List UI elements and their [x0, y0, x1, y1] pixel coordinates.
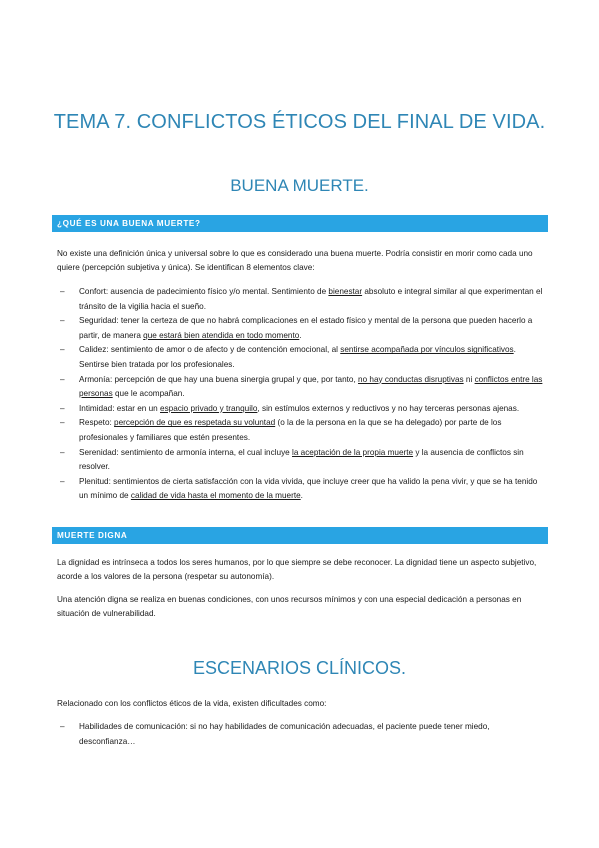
key-elements-list: [57, 285, 547, 504]
section-bar-muerte-digna: MUERTE DIGNA: [52, 527, 548, 544]
intro-paragraph: No existe una definición única y universal sobre lo que es considerado una buena muerte. Podría consistir en morir como cada uno quiere (percepción subjetiva y única). Se identifican 8 elementos clave:: [57, 249, 533, 273]
dash-bullet: –: [60, 447, 65, 457]
section-bar-que-es: ¿QUÉ ES UNA BUENA MUERTE?: [52, 215, 548, 232]
list-item: – Habilidades de comunicación: si no hay habilidades de comunicación adecuadas, el paciente puede tener miedo, desconfianza…: [60, 722, 490, 746]
section-heading-buena-muerte: BUENA MUERTE.: [230, 176, 369, 195]
dignity-paragraph: La dignidad es intrínseca a todos los seres humanos, por lo que siempre se debe reconocer. La dignidad tiene un aspecto subjetivo, acorde a los valores de la persona (respetar su autonomía).: [57, 558, 537, 582]
dash-bullet: –: [60, 722, 65, 731]
list-item: – Seguridad: tener la certeza de que no habrá complicaciones en el estado físico y mental de la persona que pueden hacerlo a partir, de manera que estará bien atendida en todo momento.: [60, 316, 533, 340]
section-heading-escenarios: ESCENARIOS CLÍNICOS.: [192, 658, 407, 678]
list-item: – Intimidad: estar en un espacio privado y tranquilo, sin estímulos externos y reductivos y no hay terceras personas ajenas.: [57, 402, 547, 417]
list-item: – Confort: ausencia de padecimiento físico y/o mental. Sentimiento de bienestar absoluto e integral similar al que experimentan el tránsito de la vigilia hacia el sueño.: [60, 287, 543, 311]
dash-bullet: –: [60, 316, 65, 326]
dash-bullet: –: [60, 418, 65, 428]
dash-bullet: –: [60, 345, 65, 355]
dash-bullet: –: [60, 476, 65, 486]
list-item: – Plenitud: sentimientos de cierta satisfacción con la vida vivida, que incluye creer que ha valido la pena vivir, y que se ha tenido un mínimo de calidad de vida hasta el momento de la muerte.: [60, 476, 538, 501]
scenarios-intro: Relacionado con los conflictos éticos de la vida, existen dificultades como:: [57, 699, 327, 708]
list-item: – Serenidad: sentimiento de armonía interna, el cual incluye la aceptación de la propia muerte y la ausencia de conflictos sin resolver.: [60, 447, 524, 472]
dash-bullet: –: [60, 374, 65, 384]
list-item: – Armonía: percepción de que hay una buena sinergia grupal y que, por tanto, no hay conductas disruptivas ni conflictos entre las personas que le acompañan.: [60, 374, 543, 399]
list-item: – Calidez: sentimiento de amor o de afecto y de contención emocional, al sentirse acompañada por vínculos significativos. Sentirse bien tratada por los profesionales.: [60, 345, 516, 369]
care-paragraph: Una atención digna se realiza en buenas condiciones, con unos recursos mínimos y con una especial dedicación a personas en situación de vulnerabilidad.: [57, 595, 522, 619]
dash-bullet: –: [60, 287, 65, 296]
list-item: – Respeto: percepción de que es respetada su voluntad (o la de la persona en la que se ha delegado) por parte de los profesionales y familiares que estén presentes.: [60, 418, 502, 442]
scenarios-list: [57, 720, 547, 749]
document-title: TEMA 7. CONFLICTOS ÉTICOS DEL FINAL DE VIDA.: [53, 111, 546, 133]
dash-bullet: –: [60, 403, 65, 413]
